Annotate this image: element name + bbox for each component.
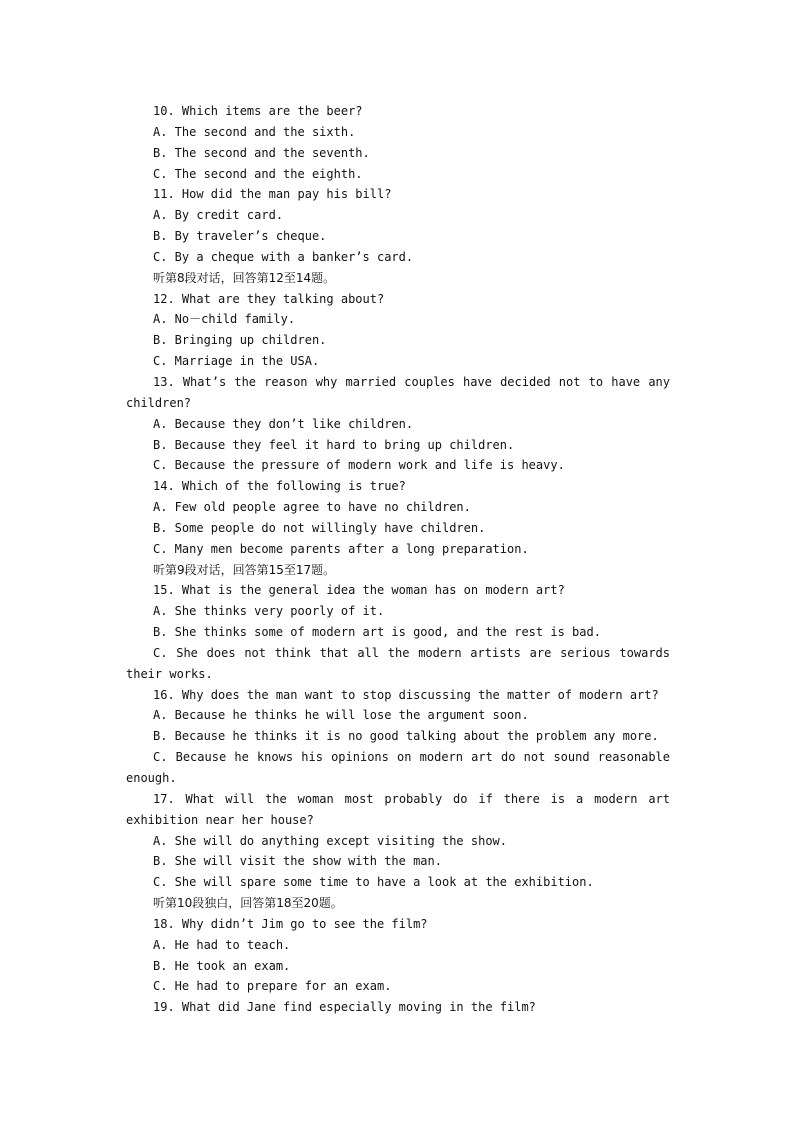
option-17c: C. She will spare some time to have a look at the exhibition. <box>153 875 594 890</box>
option-12c: C. Marriage in the USA. <box>153 354 320 369</box>
option-15b: B. She thinks some of modern art is good, and the rest is bad. <box>153 625 601 640</box>
document-page <box>126 101 670 1018</box>
option-12a: A. No－child family. <box>153 312 296 327</box>
question-17-line-2: exhibition near her house? <box>126 812 314 827</box>
question-13-line-2: children? <box>126 395 192 410</box>
option-10c: C. The second and the eighth. <box>153 166 363 181</box>
section-heading-9: 听第9段对话，回答第15至17题。 <box>153 562 336 577</box>
option-18a: A. He had to teach. <box>153 937 291 952</box>
option-11a: A. By credit card. <box>153 208 284 223</box>
option-10a: A. The second and the sixth. <box>153 124 356 139</box>
section-heading-10: 听第10段独白，回答第18至20题。 <box>153 896 343 911</box>
option-16c-line-1: C. Because he knows his opinions on modern art do not sound reasonable <box>153 750 670 765</box>
option-17b: B. She will visit the show with the man. <box>153 854 442 869</box>
option-12b: B. Bringing up children. <box>153 333 327 348</box>
option-18c: C. He had to prepare for an exam. <box>153 979 392 994</box>
question-13-line-1: 13. What’s the reason why married couples have decided not to have any <box>153 374 670 389</box>
question-16: 16. Why does the man want to stop discussing the matter of modern art? <box>153 687 659 702</box>
option-15c-line-1: C. She does not think that all the modern artists are serious towards <box>153 645 670 660</box>
option-14a: A. Few old people agree to have no children. <box>153 500 471 515</box>
section-heading-8: 听第8段对话，回答第12至14题。 <box>153 270 336 285</box>
option-18b: B. He took an exam. <box>153 958 291 973</box>
option-16b: B. Because he thinks it is no good talking about the problem any more. <box>153 729 659 744</box>
option-16a: A. Because he thinks he will lose the argument soon. <box>153 708 529 723</box>
question-14: 14. Which of the following is true? <box>153 479 406 494</box>
question-17-line-1: 17. What will the woman most probably do if there is a modern art <box>153 791 670 806</box>
option-17a: A. She will do anything except visiting the show. <box>153 833 508 848</box>
question-15: 15. What is the general idea the woman has on modern art? <box>153 583 565 598</box>
option-13b: B. Because they feel it hard to bring up children. <box>153 437 515 452</box>
option-11c: C. By a cheque with a banker’s card. <box>153 249 414 264</box>
option-15a: A. She thinks very poorly of it. <box>153 604 385 619</box>
question-18: 18. Why didn’t Jim go to see the film? <box>153 916 428 931</box>
option-13c: C. Because the pressure of modern work and life is heavy. <box>153 458 565 473</box>
option-14b: B. Some people do not willingly have children. <box>153 520 486 535</box>
question-11: 11. How did the man pay his bill? <box>153 187 392 202</box>
option-15c-line-2: their works. <box>126 666 213 681</box>
option-10b: B. The second and the seventh. <box>153 145 370 160</box>
option-11b: B. By traveler’s cheque. <box>153 229 327 244</box>
question-12: 12. What are they talking about? <box>153 291 385 306</box>
option-13a: A. Because they don’t like children. <box>153 416 414 431</box>
option-14c: C. Many men become parents after a long preparation. <box>153 541 529 556</box>
option-16c-line-2: enough. <box>126 771 177 785</box>
question-10: 10. Which items are the beer? <box>153 104 363 118</box>
question-19: 19. What did Jane find especially moving in the film? <box>153 1000 536 1015</box>
